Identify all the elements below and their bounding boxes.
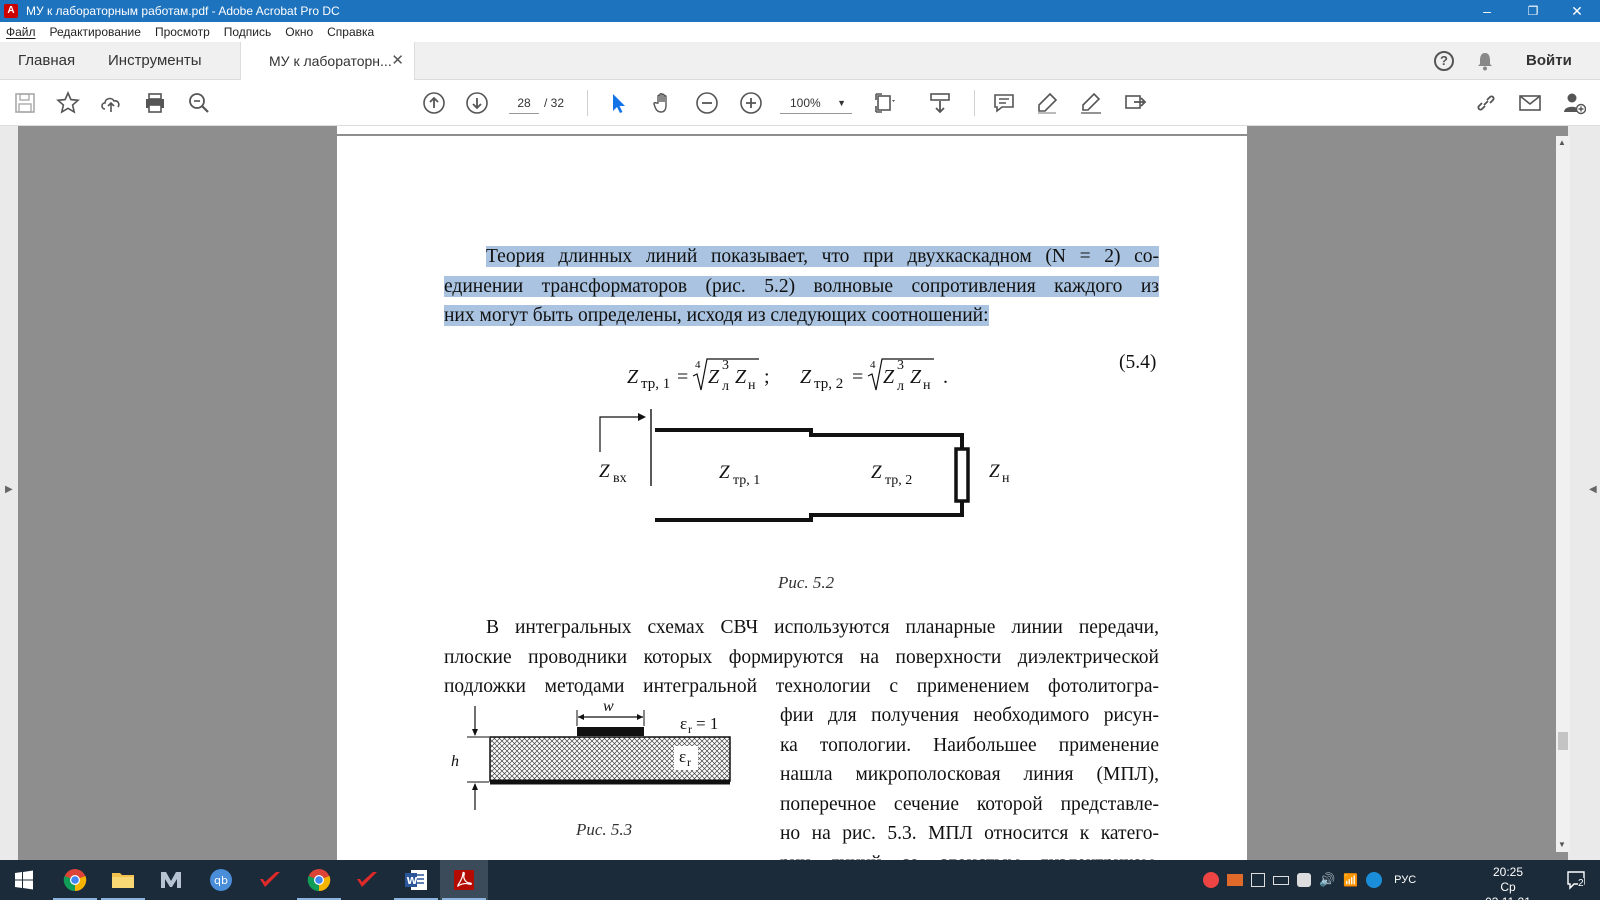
title-bar	[0, 0, 1600, 22]
start-button[interactable]	[0, 860, 48, 900]
opera-tray-icon[interactable]	[1203, 872, 1219, 888]
label-ztr1-sub: тр, 1	[733, 473, 761, 488]
hp-tray-icon[interactable]	[1366, 872, 1382, 888]
formula-zl-sub-1: л	[722, 379, 729, 394]
text-line: подложки методами интегральной технологии с применением фотолитогра-	[444, 676, 1159, 697]
text-line: нашла микрополосковая линия (МПЛ),	[780, 764, 1159, 785]
label-ztr1: Z	[719, 462, 730, 483]
acrobat-taskbar-icon[interactable]	[440, 860, 488, 900]
system-tray	[1203, 860, 1416, 900]
notifications-button[interactable]	[1552, 860, 1600, 900]
label-eps-top-val: = 1	[696, 714, 719, 733]
caption-fig-5-2: Рис. 5.2	[778, 573, 835, 592]
tab-bar	[0, 42, 1600, 80]
text-line: них могут быть определены, исходя из следующих соотношений:	[444, 305, 989, 326]
right-panel-toggle[interactable]	[1568, 126, 1600, 860]
scroll-down-icon[interactable]: ▼	[1558, 840, 1566, 849]
formula-zl-1: Z	[708, 366, 720, 388]
print-icon[interactable]	[143, 91, 167, 115]
formula-zl-sup-2: 3	[897, 358, 904, 373]
qbittorrent-taskbar-icon[interactable]	[197, 860, 245, 900]
formula-z1-sub: тр, 1	[641, 376, 671, 392]
label-eps: ε	[679, 747, 687, 766]
paragraph-3	[780, 701, 1159, 878]
zoom-out-icon[interactable]	[695, 91, 719, 115]
toolbar	[0, 80, 1600, 126]
label-zin: Z	[599, 461, 610, 482]
label-eps-sub: r	[687, 755, 691, 769]
formula-zn-sub-1: н	[748, 378, 756, 393]
formula-end: .	[943, 366, 948, 388]
hand-tool-icon[interactable]	[651, 91, 675, 115]
menu-bar	[0, 22, 1600, 42]
app-tray-icon[interactable]	[1227, 874, 1243, 886]
save-icon[interactable]	[13, 91, 37, 115]
select-cursor-icon[interactable]	[607, 91, 631, 115]
pdf-page[interactable]	[337, 136, 1247, 860]
formula-eq1: =	[677, 366, 689, 388]
close-tab-icon[interactable]: ✕	[391, 52, 404, 69]
mathcad-taskbar-icon[interactable]	[147, 860, 195, 900]
scroll-mode-icon[interactable]	[928, 91, 952, 115]
network-tray-icon[interactable]: 📶	[1343, 873, 1359, 887]
lower-conductor	[655, 501, 962, 520]
comment-icon[interactable]	[992, 91, 1016, 115]
label-ztr2-sub: тр, 2	[885, 473, 913, 488]
menu-edit[interactable]: Редактирование	[49, 25, 141, 39]
page-number-input[interactable]: 28	[509, 92, 539, 114]
chrome-taskbar-icon-2[interactable]	[295, 860, 343, 900]
volume-tray-icon[interactable]: 🔊	[1319, 872, 1336, 887]
email-icon[interactable]	[1518, 91, 1542, 115]
text-line: поперечное сечение которой представле-	[780, 793, 1159, 815]
document-tab-label: МУ к лабораторн...	[269, 53, 392, 69]
text-line: В интегральных схемах СВЧ используются планарные линии передачи,	[486, 617, 1159, 638]
acrobat-icon: A	[4, 4, 18, 18]
input-arrow-line	[600, 417, 644, 452]
load-resistor	[956, 449, 968, 501]
formula-z2: Z	[800, 366, 812, 388]
bookmark-star-icon[interactable]	[56, 91, 80, 115]
formula-zn-2: Z	[910, 366, 922, 388]
figure-5-3	[437, 696, 757, 816]
svg-text:qb: qb	[214, 874, 228, 887]
toolbar-separator	[974, 90, 975, 116]
minimize-button[interactable]: –	[1483, 3, 1491, 19]
send-review-icon[interactable]	[1123, 91, 1147, 115]
caption-fig-5-3: Рис. 5.3	[576, 820, 633, 839]
formula-zn-1: Z	[735, 366, 747, 388]
text-line: но на рис. 5.3. МПЛ относится к катего-	[780, 823, 1159, 844]
text-line: единении трансформаторов (рис. 5.2) волновые сопротивления каждого из	[444, 275, 1159, 297]
equation-number: (5.4)	[1119, 352, 1157, 373]
left-panel-toggle[interactable]	[0, 126, 18, 860]
menu-view[interactable]: Просмотр	[154, 25, 210, 39]
notification-count: 2	[1578, 878, 1584, 889]
battery-tray-icon[interactable]	[1273, 876, 1289, 885]
word-taskbar-icon[interactable]	[392, 860, 440, 900]
menu-help[interactable]: Справка	[327, 25, 375, 39]
text-line: ка топологии. Наибольшее применение	[780, 734, 1159, 756]
language-indicator[interactable]: РУС	[1394, 874, 1417, 886]
system-clock[interactable]	[1480, 865, 1536, 910]
close-window-button[interactable]: ✕	[1571, 3, 1583, 19]
formula-zn-sub-2: н	[923, 378, 931, 393]
formula-5-4	[337, 354, 1247, 394]
upload-cloud-icon[interactable]	[99, 91, 123, 115]
height-arrowheads	[472, 729, 478, 790]
microstrip-conductor	[577, 727, 644, 736]
previous-page-edge	[337, 126, 1247, 134]
bell-icon[interactable]	[1476, 51, 1494, 71]
upper-conductor	[655, 430, 962, 449]
formula-zl-2: Z	[883, 366, 895, 388]
formula-root-index-1: 4	[695, 359, 701, 371]
formula-root-index-2: 4	[870, 359, 876, 371]
clock-date: Ср 03.11.21	[1485, 880, 1531, 909]
height-extension-lines	[467, 737, 489, 782]
formula-eq2: =	[852, 366, 864, 388]
text-line: Теория длинных линий показывает, что при двухкаскадном (N = 2) со-	[486, 246, 1159, 267]
label-zn-sub: н	[1002, 471, 1010, 486]
menu-window[interactable]: Окно	[285, 25, 314, 39]
zoom-in-icon[interactable]	[739, 91, 763, 115]
expand-right-icon[interactable]: ◀	[1589, 484, 1597, 495]
formula-zl-sub-2: л	[897, 379, 904, 394]
figure-5-2	[337, 404, 1247, 564]
security-tray-icon[interactable]	[1297, 873, 1311, 887]
label-h: h	[451, 753, 459, 770]
login-button[interactable]: Войти	[1526, 52, 1572, 69]
zoom-value: 100%	[790, 96, 821, 110]
window-title: МУ к лабораторным работам.pdf - Adobe Acrobat Pro DC	[26, 4, 340, 18]
formula-semicolon: ;	[764, 366, 770, 388]
prev-page-icon[interactable]	[422, 91, 446, 115]
menu-sign[interactable]: Подпись	[223, 25, 272, 39]
label-eps-top: ε	[680, 714, 688, 733]
draw-sign-icon[interactable]	[1079, 91, 1103, 115]
expand-left-icon[interactable]: ▶	[5, 484, 13, 495]
svg-text:W: W	[406, 876, 418, 887]
help-icon[interactable]: ?	[1434, 51, 1454, 71]
app-red-check-taskbar-icon[interactable]	[246, 860, 294, 900]
paragraph-1	[444, 242, 1159, 331]
page-total: / 32	[544, 96, 565, 110]
app-red-check-taskbar-icon-2[interactable]	[343, 860, 391, 900]
input-arrowhead	[638, 413, 646, 421]
scroll-thumb[interactable]	[1558, 732, 1568, 750]
restore-button[interactable]: ❐	[1527, 4, 1539, 18]
formula-z2-sub: тр, 2	[814, 376, 844, 392]
label-w: w	[603, 698, 614, 715]
next-page-icon[interactable]	[465, 91, 489, 115]
chrome-taskbar-icon[interactable]	[51, 860, 99, 900]
toolbar-separator	[587, 90, 588, 116]
clock-time: 20:25	[1492, 865, 1524, 879]
chevron-down-icon: ▼	[837, 98, 846, 108]
add-user-icon[interactable]	[1562, 91, 1586, 115]
windows-logo-icon	[14, 870, 34, 890]
document-workspace	[0, 126, 1600, 860]
file-explorer-taskbar-icon[interactable]	[99, 860, 147, 900]
label-ztr2: Z	[871, 462, 882, 483]
label-zin-sub: вх	[613, 471, 627, 486]
label-eps-top-sub: r	[688, 722, 692, 736]
formula-z1: Z	[627, 366, 639, 388]
tab-document[interactable]	[240, 42, 415, 81]
windows-taskbar	[0, 860, 1600, 909]
label-zn: Z	[989, 461, 1000, 482]
tab-home[interactable]: Главная	[18, 52, 76, 69]
zoom-select[interactable]	[780, 92, 852, 114]
zoom-search-icon[interactable]	[187, 91, 211, 115]
highlight-pen-icon[interactable]	[1035, 91, 1059, 115]
text-line: плоские проводники которых формируются на поверхности диэлектрической	[444, 646, 1159, 668]
clipboard-tray-icon[interactable]	[1251, 873, 1265, 887]
menu-file[interactable]: Файл	[6, 25, 36, 39]
vertical-scrollbar[interactable]	[1556, 136, 1570, 852]
page-fit-icon[interactable]	[873, 91, 897, 115]
paragraph-2	[444, 613, 1159, 702]
formula-zl-sup-1: 3	[722, 358, 729, 373]
text-line: фии для получения необходимого рисун-	[780, 705, 1159, 726]
tab-tools[interactable]: Инструменты	[108, 52, 202, 69]
share-link-icon[interactable]	[1474, 91, 1498, 115]
scroll-up-icon[interactable]: ▲	[1558, 138, 1566, 147]
